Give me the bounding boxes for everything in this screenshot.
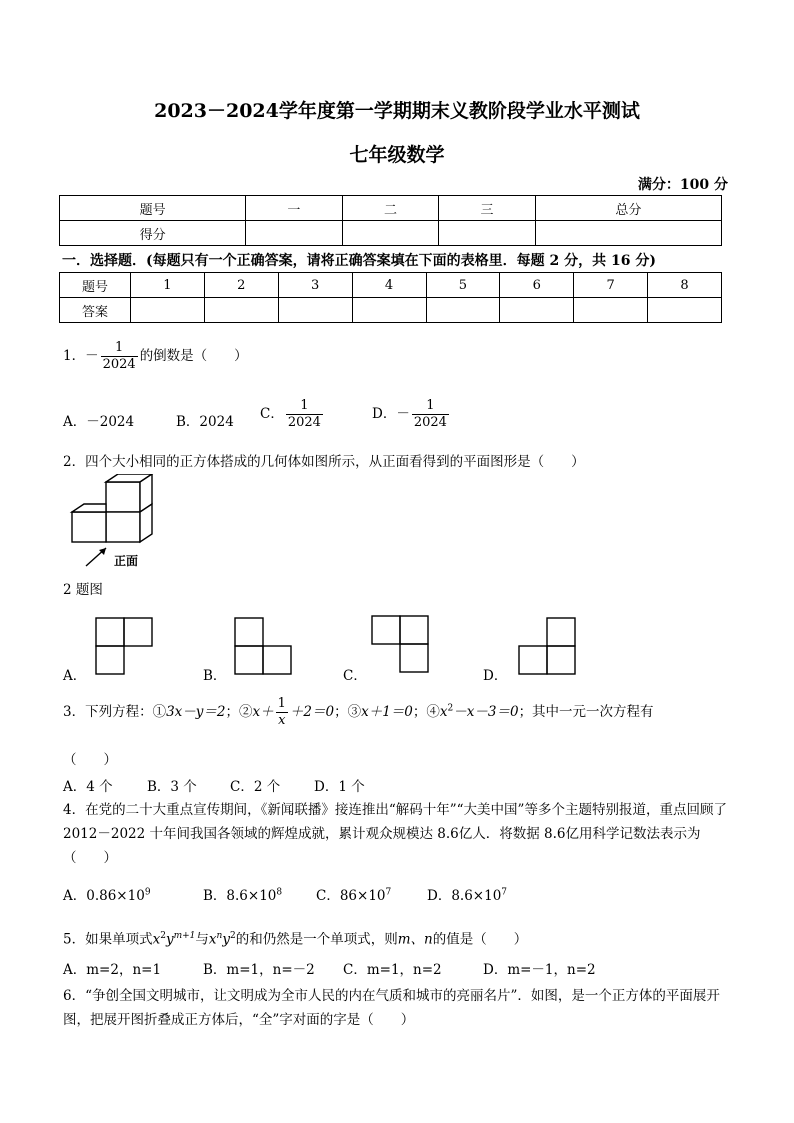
q1-option-d[interactable] bbox=[372, 398, 451, 431]
q2-figure-caption: 2 题图 bbox=[63, 582, 103, 598]
equation: x＋ bbox=[252, 704, 274, 720]
q5-option-d[interactable]: D．m=－1，n=2 bbox=[483, 962, 596, 978]
q5-text: 的和仍然是一个单项式，则 bbox=[235, 931, 398, 948]
table-cell: 3 bbox=[278, 273, 352, 298]
exponent: 7 bbox=[385, 887, 392, 898]
option-text: D．8.6×10 bbox=[427, 888, 502, 904]
q2-option-d-figure bbox=[517, 616, 577, 676]
table-cell: 题号 bbox=[60, 273, 131, 298]
exponent: 2 bbox=[229, 931, 236, 941]
exam-title: 2023－2024学年度第一学期期末义教阶段学业水平测试 bbox=[154, 100, 640, 122]
score-entry-cell[interactable] bbox=[439, 221, 536, 246]
table-cell: 答案 bbox=[60, 298, 131, 323]
question-6: 6．“争创全国文明城市，让文明成为全市人民的内在气质和城市的亮丽名片”．如图，是一个正方体的平面展开图，把展开图折叠成正方体后，“全”字对面的字是（ ） bbox=[63, 988, 720, 1028]
table-cell: 8 bbox=[648, 273, 722, 298]
table-row bbox=[60, 298, 722, 323]
table-row bbox=[60, 196, 722, 221]
score-entry-cell[interactable] bbox=[535, 221, 721, 246]
q5-text: 5．如果单项式 bbox=[63, 931, 153, 948]
option-text: A．0.86×10 bbox=[63, 888, 145, 904]
answer-entry-cell[interactable] bbox=[648, 298, 722, 323]
equation: －x－3＝0 bbox=[453, 704, 519, 720]
numerator: 1 bbox=[101, 340, 138, 357]
exponent: 9 bbox=[144, 887, 151, 898]
variable: y bbox=[222, 931, 230, 948]
q3-text: ；④ bbox=[412, 704, 440, 720]
variable: m、n bbox=[397, 931, 433, 948]
fraction bbox=[101, 340, 138, 373]
question-2: 2．四个大小相同的正方体搭成的几何体如图所示，从正面看得到的平面图形是（ ） bbox=[63, 454, 585, 470]
denominator: 2024 bbox=[102, 357, 136, 372]
q5-option-c[interactable]: C．m=1，n=2 bbox=[343, 962, 442, 978]
question-1 bbox=[63, 340, 248, 373]
table-cell: 7 bbox=[574, 273, 648, 298]
variable: y bbox=[165, 931, 174, 948]
table-cell: 得分 bbox=[60, 221, 246, 246]
equation: ＋2＝0 bbox=[289, 704, 335, 720]
q2-option-c-figure bbox=[370, 614, 430, 674]
question-5 bbox=[63, 924, 527, 952]
equation: x＋1＝0 bbox=[361, 704, 413, 720]
question-4: 4．在党的二十大重点宣传期间，《新闻联播》接连推出“解码十年”“大美中国”等多个主题特别报道，重点回顾了 2012－2022 十年间我国各领域的辉煌成就，累计观众规模达 8.6亿人．将数据 8.6亿用科学记数法表示为（ ） bbox=[63, 802, 727, 866]
table-cell: 总分 bbox=[535, 196, 721, 221]
q4-option-d[interactable] bbox=[427, 884, 507, 904]
exponent: 2 bbox=[160, 931, 166, 941]
denominator: 2024 bbox=[413, 415, 447, 430]
table-cell: 一 bbox=[246, 196, 343, 221]
q2-option-a-figure bbox=[94, 616, 154, 676]
q3-option-b[interactable]: B．3 个 bbox=[147, 779, 197, 795]
exponent: n bbox=[216, 931, 223, 941]
q1-option-b[interactable]: B．2024 bbox=[176, 414, 234, 430]
variable: x bbox=[152, 931, 161, 948]
score-entry-cell[interactable] bbox=[246, 221, 343, 246]
q3-option-d[interactable]: D．1 个 bbox=[314, 779, 365, 795]
numerator: 1 bbox=[286, 398, 323, 415]
score-entry-cell[interactable] bbox=[342, 221, 439, 246]
answer-entry-cell[interactable] bbox=[278, 298, 352, 323]
q2-option-d[interactable]: D． bbox=[483, 668, 508, 684]
answer-entry-cell[interactable] bbox=[352, 298, 426, 323]
q1-option-a[interactable]: A．－2024 bbox=[63, 414, 135, 430]
exam-subtitle: 七年级数学 bbox=[349, 144, 445, 166]
q5-text: 的值是（ ） bbox=[432, 931, 528, 948]
score-summary-table bbox=[59, 195, 722, 246]
question-3 bbox=[63, 696, 654, 729]
answer-entry-cell[interactable] bbox=[500, 298, 574, 323]
q3-text: 3．下列方程：① bbox=[63, 704, 167, 720]
q3-text: ；② bbox=[225, 704, 253, 720]
table-row bbox=[60, 273, 722, 298]
answer-entry-cell[interactable] bbox=[574, 298, 648, 323]
q1-suffix: 的倒数是（ ） bbox=[139, 348, 248, 364]
q4-option-a[interactable] bbox=[63, 884, 151, 904]
q3-paren: （ ） bbox=[63, 752, 117, 768]
full-score: 满分：100 分 bbox=[637, 177, 728, 193]
exponent: m+1 bbox=[173, 931, 196, 941]
q3-text: ；③ bbox=[334, 704, 362, 720]
q2-option-c[interactable]: C． bbox=[343, 668, 367, 684]
front-label: 正面 bbox=[114, 554, 139, 568]
q1-option-c[interactable] bbox=[260, 398, 325, 431]
equation: x bbox=[439, 704, 448, 720]
fraction bbox=[412, 398, 449, 431]
answer-entry-cell[interactable] bbox=[426, 298, 500, 323]
option-text: B．8.6×10 bbox=[203, 888, 277, 904]
q3-option-c[interactable]: C．2 个 bbox=[230, 779, 281, 795]
table-row bbox=[60, 221, 722, 246]
q4-option-c[interactable] bbox=[316, 884, 391, 904]
table-cell: 2 bbox=[204, 273, 278, 298]
fraction bbox=[276, 696, 288, 729]
q4-option-b[interactable] bbox=[203, 884, 282, 904]
q3-option-a[interactable]: A．4 个 bbox=[63, 779, 113, 795]
fraction bbox=[286, 398, 323, 431]
table-cell: 6 bbox=[500, 273, 574, 298]
table-cell: 三 bbox=[439, 196, 536, 221]
table-cell: 1 bbox=[131, 273, 205, 298]
numerator: 1 bbox=[412, 398, 449, 415]
section-heading: 一．选择题．(每题只有一个正确答案，请将正确答案填在下面的表格里．每题 2 分，共 16 分) bbox=[62, 253, 656, 269]
option-label: C． bbox=[260, 406, 284, 422]
denominator: x bbox=[278, 713, 286, 728]
numerator: 1 bbox=[277, 696, 286, 711]
exponent: 7 bbox=[501, 887, 508, 898]
table-cell: 题号 bbox=[60, 196, 246, 221]
table-cell: 4 bbox=[352, 273, 426, 298]
q5-option-b[interactable]: B．m=1，n=－2 bbox=[203, 962, 315, 978]
exponent: 2 bbox=[447, 703, 454, 714]
table-cell: 二 bbox=[342, 196, 439, 221]
q2-option-b-figure bbox=[233, 616, 293, 676]
q2-option-a[interactable]: A． bbox=[63, 668, 87, 684]
answer-entry-cell[interactable] bbox=[131, 298, 205, 323]
option-label: D．－ bbox=[372, 406, 410, 422]
variable: x bbox=[208, 931, 217, 948]
denominator: 2024 bbox=[287, 415, 321, 430]
equation: 3x－y＝2 bbox=[166, 704, 226, 720]
q2-option-b[interactable]: B． bbox=[203, 668, 227, 684]
answer-entry-cell[interactable] bbox=[204, 298, 278, 323]
q1-prefix: 1．－ bbox=[63, 348, 99, 364]
q5-option-a[interactable]: A．m=2，n=1 bbox=[63, 962, 162, 978]
q5-text: 与 bbox=[195, 931, 209, 948]
table-cell: 5 bbox=[426, 273, 500, 298]
q3-text: ；其中一元一次方程有 bbox=[518, 704, 654, 720]
answer-table bbox=[59, 272, 722, 323]
option-text: C．86×10 bbox=[316, 888, 386, 904]
exponent: 8 bbox=[276, 887, 283, 898]
